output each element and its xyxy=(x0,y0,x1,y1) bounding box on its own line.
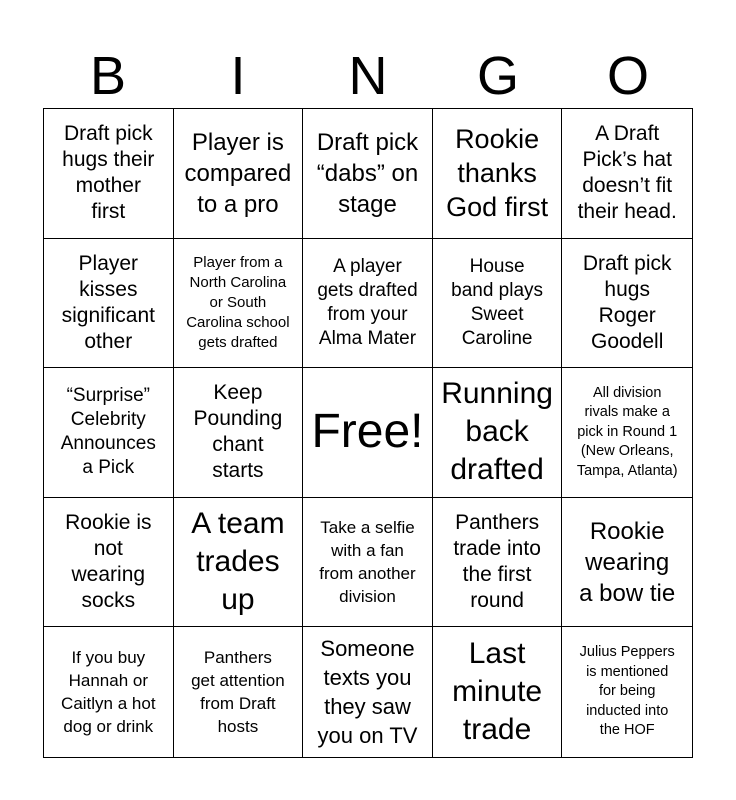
bingo-cell-r4c2[interactable] xyxy=(174,498,304,628)
cell-text: Player kisses significant other xyxy=(61,251,155,353)
bingo-cell-r5c4[interactable] xyxy=(433,627,563,757)
cell-text: House band plays Sweet Caroline xyxy=(451,255,544,349)
free-space: Free! xyxy=(311,405,424,459)
header-letter-i: I xyxy=(230,46,246,106)
header-letter-b: B xyxy=(89,46,127,106)
cell-text: Rookie wearing a bow tie xyxy=(579,517,676,607)
cell-text: Rookie is not wearing socks xyxy=(65,511,152,613)
bingo-grid xyxy=(43,108,693,758)
cell-text: Someone texts you they saw you on TV xyxy=(317,636,418,749)
cell-text: Player is compared to a pro xyxy=(184,128,292,218)
cell-text: Draft pick hugs Roger Goodell xyxy=(582,251,672,353)
bingo-header xyxy=(43,44,693,108)
cell-text: Draft pick hugs their mother first xyxy=(62,122,155,224)
header-letter-n: N xyxy=(348,46,388,106)
cell-text: A team trades up xyxy=(191,507,285,617)
bingo-cell-r5c5[interactable] xyxy=(562,627,692,757)
bingo-cell-r4c4[interactable] xyxy=(433,498,563,628)
bingo-cell-r1c1[interactable] xyxy=(44,109,174,239)
bingo-cell-r2c1[interactable] xyxy=(44,239,174,369)
bingo-cell-r4c5[interactable] xyxy=(562,498,692,628)
bingo-cell-r3c3[interactable] xyxy=(303,368,433,498)
bingo-cell-r5c2[interactable] xyxy=(174,627,304,757)
cell-text: A Draft Pick’s hat doesn’t fit their head. xyxy=(577,122,677,224)
bingo-cell-r1c5[interactable] xyxy=(562,109,692,239)
bingo-cell-r4c3[interactable] xyxy=(303,498,433,628)
bingo-cell-r5c3[interactable] xyxy=(303,627,433,757)
bingo-cell-r2c3[interactable] xyxy=(303,239,433,369)
cell-text: A player gets drafted from your Alma Mater xyxy=(317,255,418,349)
cell-text: “Surprise” Celebrity Announces a Pick xyxy=(60,385,156,479)
cell-text: Julius Peppers is mentioned for being inducted into the HOF xyxy=(579,644,675,739)
cell-text: Draft pick “dabs” on stage xyxy=(316,128,419,218)
bingo-cell-r1c2[interactable] xyxy=(174,109,304,239)
cell-text: Panthers trade into the first round xyxy=(453,511,541,613)
bingo-cell-r3c1[interactable] xyxy=(44,368,174,498)
bingo-cell-r3c2[interactable] xyxy=(174,368,304,498)
bingo-cell-r4c1[interactable] xyxy=(44,498,174,628)
cell-text: Rookie thanks God first xyxy=(446,124,549,223)
cell-text: Take a selfie with a fan from another division xyxy=(319,518,416,607)
header-letter-o: O xyxy=(606,46,649,106)
bingo-cell-r2c5[interactable] xyxy=(562,239,692,369)
header-letter-g: G xyxy=(476,46,519,106)
bingo-cell-r2c2[interactable] xyxy=(174,239,304,369)
bingo-cell-r1c4[interactable] xyxy=(433,109,563,239)
cell-text: Last minute trade xyxy=(452,637,543,747)
bingo-cell-r2c4[interactable] xyxy=(433,239,563,369)
cell-text: Keep Pounding chant starts xyxy=(193,381,283,483)
bingo-cell-r1c3[interactable] xyxy=(303,109,433,239)
cell-text: Player from a North Carolina or South Carolina school gets drafted xyxy=(186,253,290,351)
cell-text: Running back drafted xyxy=(441,377,553,487)
bingo-cell-r3c5[interactable] xyxy=(562,368,692,498)
cell-text: All division rivals make a pick in Round 1 (New Orleans, Tampa, Atlanta) xyxy=(576,384,678,479)
cell-text: If you buy Hannah or Caitlyn a hot dog or drink xyxy=(61,648,156,737)
bingo-cell-r3c4[interactable] xyxy=(433,368,563,498)
bingo-cell-r5c1[interactable] xyxy=(44,627,174,757)
cell-text: Panthers get attention from Draft hosts xyxy=(191,648,285,737)
